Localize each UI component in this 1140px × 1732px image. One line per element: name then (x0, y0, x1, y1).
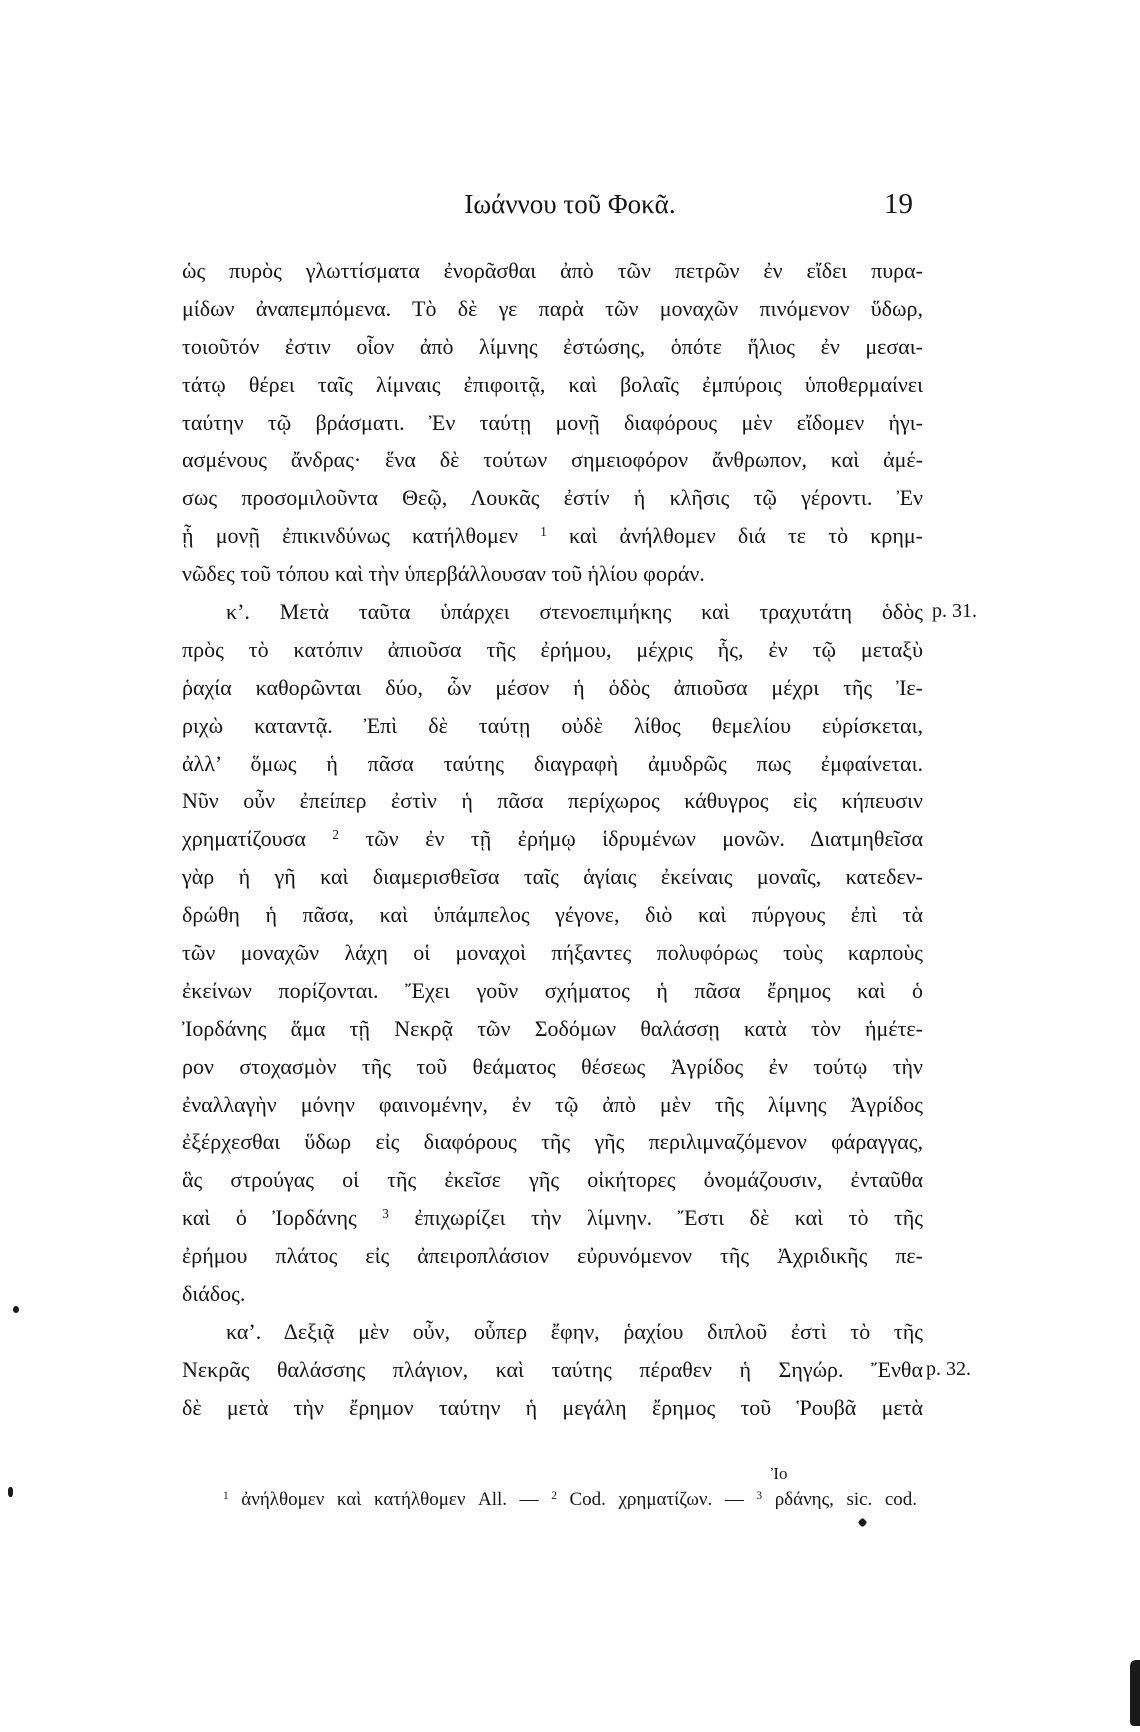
text-line: ἐξέρχεσθαι ὕδωρ εἰς διαφόρους τῆς γῆς περιλιμναζόμενον φάραγγας, (182, 1129, 923, 1155)
text-line: Νῦν οὖν ἐπείπερ ἐστὶν ἡ πᾶσα περίχωρος κάθυγρος εἰς κήπευσιν (182, 788, 923, 814)
scan-edge-blot (1130, 1660, 1140, 1726)
text-line (182, 1199, 923, 1237)
text-line: δρώθη ἡ πᾶσα, καὶ ὑπάμπελος γέγονε, διὸ καὶ πύργους ἐπὶ τὰ (182, 902, 923, 928)
footnotes (223, 1486, 917, 1514)
footnote-insertion: Ἰο (771, 1464, 788, 1483)
footnote-mark: 2 (551, 1489, 557, 1502)
section-start-line: κα’. Δεξιᾷ μὲν οὖν, οὗπερ ἔφην, ῥαχίου διπλοῦ ἐστὶ τὸ τῆς (226, 1318, 923, 1344)
text-line: ἐρήμου πλάτος εἰς ἀπειροπλάσιον εὐρυνόμενον τῆς Ἀχριδικῆς πε- (182, 1243, 923, 1269)
text-line: τῶν μοναχῶν λάχη οἱ μοναχοὶ πήξαντες πολυφόρως τοὺς καρποὺς (182, 940, 923, 966)
text-line: ἀλλ’ ὅμως ἡ πᾶσα ταύτης διαγραφὴ ἀμυδρῶς πως ἐμφαίνεται. (182, 750, 923, 776)
text-line: τάτῳ θέρει ταῖς λίμναις ἐπιφοιτᾷ, καὶ βολαῖς ἐμπύροις ὑποθερμαίνει (182, 371, 923, 397)
text-line: ἐκείνων πορίζονται. Ἔχει γοῦν σχήματος ἡ πᾶσα ἔρημος καὶ ὁ (182, 977, 923, 1003)
text-segment: καὶ ἀνήλθομεν διά τε τὸ κρημ- (569, 523, 923, 549)
text-segment: ἐπιχωρίζει τὴν λίμνην. Ἔστι δὲ καὶ τὸ τῆς (414, 1205, 923, 1231)
text-line: ταύτην τῷ βράσματι. Ἐν ταύτῃ μονῇ διαφόρους μὲν εἴδομεν ἡγι- (182, 409, 923, 435)
text-line (182, 517, 923, 555)
text-line: ασμένους ἄνδρας· ἕνα δὲ τούτων σημειοφόρον ἄνθρωπον, καὶ ἀμέ- (182, 447, 923, 473)
main-text (182, 252, 923, 1427)
text-line: τοιοῦτόν ἐστιν οἷον ἀπὸ λίμνης ἐστώσης, ὁπότε ἥλιος ἐν μεσαι- (182, 333, 923, 359)
footnote-text: ἀνήλθομεν καὶ κατήλθομεν All. (241, 1489, 508, 1510)
running-title: Ιωάννου τοῦ Φοκᾶ. (464, 189, 676, 219)
text-line: ὡς πυρὸς γλωττίσματα ἐνορᾶσθαι ἀπὸ τῶν πετρῶν ἐν εἴδει πυρα- (182, 258, 923, 283)
text-line: ριχὼ καταντᾷ. Ἐπὶ δὲ ταύτῃ οὐδὲ λίθος θεμελίου εὑρίσκεται, (182, 712, 923, 738)
text-line: σως προσομιλοῦντα Θεῷ, Λουκᾶς ἐστίν ἡ κλῆσις τῷ γέροντι. Ἐν (182, 485, 923, 511)
text-line: Νεκρᾶς θαλάσσης πλάγιον, καὶ ταύτης πέραθεν ἡ Σηγώρ. Ἔνθα (182, 1356, 923, 1382)
footnote-separator: — (724, 1489, 744, 1510)
text-segment: τῶν ἐν τῇ ἐρήμῳ ἱδρυμένων μονῶν. Διατμηθεῖσα (365, 826, 923, 852)
page-number: 19 (884, 188, 913, 220)
text-line: ῥαχία καθορῶνται δύο, ὧν μέσον ἡ ὁδὸς ἀπιοῦσα μέχρι τῆς Ἰε- (182, 674, 923, 700)
text-line: νῶδες τοῦ τόπου καὶ τὴν ὑπερβάλλουσαν τοῦ ἡλίου φοράν. (182, 561, 705, 587)
scan-speck (8, 1487, 13, 1497)
text-line: ρον στοχασμὸν τῆς τοῦ θεάματος θέσεως Ἀγρίδος ἐν τούτῳ τὴν (182, 1053, 923, 1079)
footnote-text: Cod. χρηματίζων. (569, 1489, 713, 1510)
text-line: γὰρ ἡ γῆ καὶ διαμερισθεῖσα ταῖς ἁγίαις ἐκείναις μοναῖς, κατεδεν- (182, 864, 923, 890)
text-line: ἃς στρούγας οἱ τῆς ἐκεῖσε γῆς οἰκήτορες ὀνομάζουσιν, ἐνταῦθα (182, 1167, 923, 1193)
footnote-mark: 1 (223, 1489, 229, 1502)
text-line: μίδων ἀναπεμπόμενα. Τὸ δὲ γε παρὰ τῶν μοναχῶν πινόμενον ὕδωρ, (182, 295, 923, 321)
scan-speck (13, 1306, 19, 1313)
text-segment: καὶ ὁ Ἰορδάνης (182, 1205, 357, 1231)
text-segment: ᾗ μονῇ ἐπικινδύνως κατήλθομεν (182, 523, 518, 549)
footnote-text: ρδάνης, sic. cod. (774, 1489, 917, 1510)
section-start-line: κ’. Μετὰ ταῦτα ὑπάρχει στενοεπιμήκης καὶ τραχυτάτη ὁδὸς (226, 599, 923, 625)
text-segment: χρηματίζουσα (182, 826, 306, 852)
text-line: διάδος. (182, 1281, 246, 1307)
margin-page-reference: p. 31. (932, 600, 977, 622)
footnote-ref: 3 (382, 1206, 389, 1222)
text-line: ἐναλλαγὴν μόνην φαινομένην, ἐν τῷ ἀπὸ μὲν τῆς λίμνης Ἀγρίδος (182, 1091, 923, 1117)
scan-speck (858, 1518, 868, 1528)
footnote-separator: — (519, 1489, 539, 1510)
text-line: Ἰορδάνης ἅμα τῇ Νεκρᾷ τῶν Σοδόμων θαλάσσῃ κατὰ τὸν ἡμέτε- (182, 1015, 923, 1041)
footnote-ref: 2 (332, 827, 339, 843)
text-line: πρὸς τὸ κατόπιν ἀπιοῦσα τῆς ἐρήμου, μέχρις ἧς, ἐν τῷ μεταξὺ (182, 636, 923, 662)
footnote-mark: 3 (756, 1489, 763, 1502)
text-line: δὲ μετὰ τὴν ἔρημον ταύτην ἡ μεγάλη ἔρημος τοῦ Ῥουβᾶ μετὰ (182, 1394, 923, 1420)
text-line (182, 820, 923, 858)
margin-page-reference: p. 32. (926, 1358, 971, 1380)
footnote-ref: 1 (540, 523, 547, 539)
